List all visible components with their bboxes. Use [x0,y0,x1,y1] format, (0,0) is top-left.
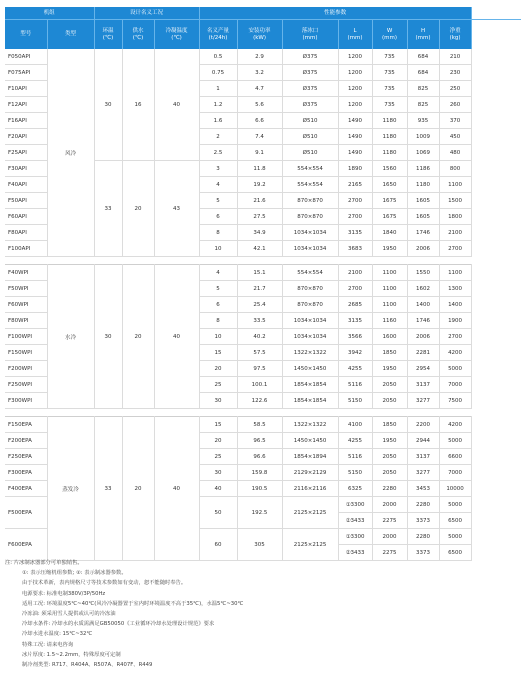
cell-net-weight: 230 [439,65,471,81]
cell-ambient: 30 [94,265,122,409]
cell-ice-outlet: 2125×2125 [282,529,338,561]
cell-length: 3135 [338,313,372,329]
note-line: 冰片厚度: 1.5~2.2mm，特殊厚度可定制 [22,651,121,658]
cell-capacity: 3 [199,161,237,177]
cell-water-supply: 20 [122,161,154,257]
cell-width: 1850 [372,417,407,433]
cell-capacity: 4 [199,265,237,281]
cell-net-weight: 2100 [439,225,471,241]
cell-net-weight: 4200 [439,345,471,361]
cell-power: 33.5 [237,313,282,329]
cell-model: F12API [5,97,47,113]
table-row [5,417,521,433]
cell-capacity: 0.5 [199,49,237,65]
cell-capacity: 6 [199,209,237,225]
cell-model: F150EPA [5,417,47,433]
cell-width: 2000 [372,497,407,513]
cell-length: 2165 [338,177,372,193]
cell-height: 684 [407,49,439,65]
cell-power: 6.6 [237,113,282,129]
cell-power: 96.6 [237,449,282,465]
cell-capacity: 25 [199,449,237,465]
cell-model: F300EPA [5,465,47,481]
cell-height: 3277 [407,393,439,409]
cell-power: 2.9 [237,49,282,65]
cell-capacity: 20 [199,433,237,449]
cell-net-weight: 480 [439,145,471,161]
cell-model: F40WPI [5,265,47,281]
cell-height: 1746 [407,225,439,241]
cell-model: F40API [5,177,47,193]
cell-height: 3453 [407,481,439,497]
cell-model: F250EPA [5,449,47,465]
cell-power: 305 [237,529,282,561]
cell-length: 2100 [338,265,372,281]
note-line: 制冷剂类型: R717、R404A、R507A、R407F、R449 [22,662,153,669]
cell-power: 42.1 [237,241,282,257]
cell-power: 57.5 [237,345,282,361]
cell-model: F16API [5,113,47,129]
cell-model: F10API [5,81,47,97]
header-width: W (mm) [372,20,407,50]
cell-ice-outlet: 870×870 [282,209,338,225]
note-line: 冷冻油: 须采用雪人提供或认可的冷冻油 [22,611,116,618]
cell-type: 水冷 [47,265,94,409]
cell-capacity: 4 [199,177,237,193]
cell-power: 58.5 [237,417,282,433]
note-line: 冷却水进水温度: 15℃~32℃ [22,631,93,638]
cell-net-weight: 800 [439,161,471,177]
cell-capacity: 5 [199,281,237,297]
cell-model: F250WPI [5,377,47,393]
cell-net-weight: 5000 [439,361,471,377]
note-line: 冷却水条件: 冷却水的水质需满足GB50050《工业循环冷却水处理设计规范》要求 [22,621,215,628]
cell-net-weight: 5000 [439,497,471,513]
cell-length: 2685 [338,297,372,313]
cell-capacity: 10 [199,329,237,345]
cell-power: 7.4 [237,129,282,145]
cell-ice-outlet: 1034×1034 [282,313,338,329]
cell-height: 1400 [407,297,439,313]
cell-ice-outlet: 870×870 [282,281,338,297]
cell-capacity: 50 [199,497,237,529]
cell-power: 25.4 [237,297,282,313]
cell-width: 1180 [372,113,407,129]
cell-model: F075API [5,65,47,81]
cell-ambient: 33 [94,417,122,561]
cell-power: 4.7 [237,81,282,97]
cell-width: 1600 [372,329,407,345]
cell-ice-outlet: 1450×1450 [282,361,338,377]
cell-model: F150WPI [5,345,47,361]
cell-net-weight: 5000 [439,529,471,545]
cell-width: 1180 [372,145,407,161]
header-model: 型号 [5,20,47,50]
cell-power: 190.5 [237,481,282,497]
cell-power: 3.2 [237,65,282,81]
cell-model: F100WPI [5,329,47,345]
cell-model: F50WPI [5,281,47,297]
header-group-unit: 机组 [5,7,94,20]
cell-length: 1200 [338,65,372,81]
cell-model: F600EPA [5,529,47,561]
cell-length: 3942 [338,345,372,361]
cell-ice-outlet: Ø375 [282,81,338,97]
cell-type: 风冷 [47,49,94,257]
cell-height: 1605 [407,193,439,209]
cell-net-weight: 370 [439,113,471,129]
cell-ice-outlet: 1034×1034 [282,241,338,257]
cell-model: F25API [5,145,47,161]
cell-height: 3373 [407,545,439,561]
header-height: H (mm) [407,20,439,50]
cell-net-weight: 260 [439,97,471,113]
cell-length: 2700 [338,281,372,297]
spec-body [5,49,521,561]
cell-width: 735 [372,49,407,65]
header-length: L (mm) [338,20,372,50]
cell-net-weight: 10000 [439,481,471,497]
cell-net-weight: 5000 [439,433,471,449]
cell-net-weight: 250 [439,81,471,97]
cell-height: 2944 [407,433,439,449]
cell-ice-outlet: Ø375 [282,97,338,113]
cell-width: 1560 [372,161,407,177]
cell-height: 2280 [407,529,439,545]
cell-ice-outlet: 554×554 [282,161,338,177]
cell-width: 1840 [372,225,407,241]
note-line: 特殊工况: 请来电咨询 [22,641,74,648]
cell-length: 1200 [338,49,372,65]
cell-capacity: 60 [199,529,237,561]
cell-width: 1675 [372,209,407,225]
cell-capacity: 2.5 [199,145,237,161]
cell-capacity: 0.75 [199,65,237,81]
cell-length: 1490 [338,145,372,161]
cell-length: 1490 [338,129,372,145]
cell-ice-outlet: 1322×1322 [282,417,338,433]
cell-height: 2200 [407,417,439,433]
cell-ice-outlet: 1854×1894 [282,449,338,465]
cell-width: 2050 [372,449,407,465]
cell-net-weight: 7500 [439,393,471,409]
cell-power: 11.8 [237,161,282,177]
cell-length: 3683 [338,241,372,257]
cell-capacity: 10 [199,241,237,257]
cell-net-weight: 1500 [439,193,471,209]
cell-ice-outlet: Ø510 [282,145,338,161]
cell-width: 1950 [372,361,407,377]
cell-height: 2006 [407,329,439,345]
cell-width: 1100 [372,265,407,281]
cell-capacity: 8 [199,313,237,329]
cell-height: 3373 [407,513,439,529]
cell-net-weight: 1100 [439,265,471,281]
cell-width: 2050 [372,393,407,409]
cell-model: F400EPA [5,481,47,497]
header-net-weight: 净重 (kg) [439,20,471,50]
cell-width: 1100 [372,297,407,313]
cell-capacity: 1 [199,81,237,97]
cell-ice-outlet: 2125×2125 [282,497,338,529]
cell-ice-outlet: 554×554 [282,177,338,193]
cell-height: 3137 [407,449,439,465]
cell-height: 3277 [407,465,439,481]
cell-condensing: 43 [154,161,199,257]
spec-table [5,7,521,561]
cell-ice-outlet: 1034×1034 [282,329,338,345]
cell-capacity: 5 [199,193,237,209]
cell-model: F500EPA [5,497,47,529]
cell-length: 6325 [338,481,372,497]
cell-power: 96.5 [237,433,282,449]
cell-power: 15.1 [237,265,282,281]
cell-net-weight: 1300 [439,281,471,297]
cell-length: ①3300 [338,497,372,513]
cell-ice-outlet: 2129×2129 [282,465,338,481]
cell-ice-outlet: 1034×1034 [282,225,338,241]
cell-capacity: 2 [199,129,237,145]
cell-width: 2050 [372,465,407,481]
cell-length: ②3433 [338,545,372,561]
cell-power: 34.9 [237,225,282,241]
cell-net-weight: 2700 [439,329,471,345]
cell-model: F100API [5,241,47,257]
header-water-supply: 供水 (℃) [122,20,154,50]
cell-water-supply: 20 [122,417,154,561]
cell-length: 5150 [338,393,372,409]
cell-model: F300WPI [5,393,47,409]
cell-width: 2275 [372,545,407,561]
cell-power: 100.1 [237,377,282,393]
cell-capacity: 25 [199,377,237,393]
cell-length: 1200 [338,81,372,97]
note-line: 电源要求: 标准电制380V/3P/50Hz [22,590,106,597]
cell-ice-outlet: 870×870 [282,297,338,313]
cell-length: 5150 [338,465,372,481]
cell-net-weight: 6500 [439,513,471,529]
cell-net-weight: 7000 [439,377,471,393]
cell-power: 9.1 [237,145,282,161]
cell-model: F30API [5,161,47,177]
cell-ice-outlet: 1450×1450 [282,433,338,449]
cell-capacity: 20 [199,361,237,377]
note-line: 适用工况: 环境温度5℃~40℃(风冷冷凝器置于室内时环境温度不高于35℃)，水温5℃~30℃ [22,600,244,607]
cell-height: 1009 [407,129,439,145]
cell-power: 21.6 [237,193,282,209]
note-line: 由于技术革新，表内规格尺寸等技术参数如有变动，恕不能随时奉告。 [22,580,187,587]
cell-height: 684 [407,65,439,81]
cell-capacity: 15 [199,417,237,433]
cell-capacity: 1.2 [199,97,237,113]
cell-ambient: 30 [94,49,122,161]
cell-net-weight: 1400 [439,297,471,313]
cell-height: 935 [407,113,439,129]
cell-ambient: 33 [94,161,122,257]
cell-height: 2954 [407,361,439,377]
cell-height: 1069 [407,145,439,161]
cell-height: 1180 [407,177,439,193]
cell-height: 825 [407,97,439,113]
cell-length: 3566 [338,329,372,345]
cell-condensing: 40 [154,265,199,409]
cell-condensing: 40 [154,49,199,161]
table-row [5,265,521,281]
cell-height: 1186 [407,161,439,177]
cell-power: 21.7 [237,281,282,297]
cell-model: F60WPI [5,297,47,313]
cell-height: 825 [407,81,439,97]
cell-net-weight: 6600 [439,449,471,465]
cell-model: F80WPI [5,313,47,329]
cell-model: F200WPI [5,361,47,377]
cell-net-weight: 2700 [439,241,471,257]
cell-width: 735 [372,65,407,81]
cell-net-weight: 4200 [439,417,471,433]
cell-width: 2000 [372,529,407,545]
header-capacity: 名义产量 (t/24h) [199,20,237,50]
cell-capacity: 40 [199,481,237,497]
cell-net-weight: 1100 [439,177,471,193]
cell-net-weight: 450 [439,129,471,145]
cell-width: 1650 [372,177,407,193]
cell-power: 159.8 [237,465,282,481]
cell-height: 3137 [407,377,439,393]
cell-ice-outlet: 2116×2116 [282,481,338,497]
cell-width: 1180 [372,129,407,145]
cell-length: 2700 [338,193,372,209]
header-group-perf: 性能参数 [199,7,471,20]
cell-model: F20API [5,129,47,145]
cell-width: 1100 [372,281,407,297]
cell-length: 4255 [338,433,372,449]
cell-ice-outlet: 1322×1322 [282,345,338,361]
cell-height: 1550 [407,265,439,281]
cell-model: F60API [5,209,47,225]
cell-ice-outlet: 1854×1854 [282,377,338,393]
cell-length: 1490 [338,113,372,129]
cell-net-weight: 7000 [439,465,471,481]
cell-model: F200EPA [5,433,47,449]
cell-model: F050API [5,49,47,65]
cell-ice-outlet: Ø510 [282,129,338,145]
cell-length: 1200 [338,97,372,113]
cell-ice-outlet: Ø375 [282,65,338,81]
cell-height: 1746 [407,313,439,329]
cell-net-weight: 6500 [439,545,471,561]
cell-length: 3135 [338,225,372,241]
cell-power: 27.5 [237,209,282,225]
header-condensing: 冷凝温度 (℃) [154,20,199,50]
cell-water-supply: 20 [122,265,154,409]
cell-width: 2275 [372,513,407,529]
cell-capacity: 6 [199,297,237,313]
cell-width: 1160 [372,313,407,329]
cell-width: 1675 [372,193,407,209]
cell-length: 5116 [338,449,372,465]
cell-height: 2280 [407,497,439,513]
header-ambient: 环温 (℃) [94,20,122,50]
table-row [5,49,521,65]
cell-capacity: 1.6 [199,113,237,129]
cell-net-weight: 1900 [439,313,471,329]
cell-height: 1605 [407,209,439,225]
cell-length: 2700 [338,209,372,225]
cell-length: 4100 [338,417,372,433]
cell-net-weight: 1800 [439,209,471,225]
cell-condensing: 40 [154,417,199,561]
cell-ice-outlet: Ø375 [282,49,338,65]
cell-width: 1950 [372,433,407,449]
cell-capacity: 15 [199,345,237,361]
cell-width: 735 [372,81,407,97]
cell-length: 1890 [338,161,372,177]
cell-height: 2006 [407,241,439,257]
cell-width: 2280 [372,481,407,497]
cell-length: ②3433 [338,513,372,529]
cell-power: 40.2 [237,329,282,345]
cell-ice-outlet: 870×870 [282,193,338,209]
cell-capacity: 30 [199,465,237,481]
cell-capacity: 8 [199,225,237,241]
cell-ice-outlet: Ø510 [282,113,338,129]
header-power: 安装功率 (kW) [237,20,282,50]
cell-net-weight: 210 [439,49,471,65]
cell-ice-outlet: 1854×1854 [282,393,338,409]
cell-power: 97.5 [237,361,282,377]
note-line: ①: 表示压缩机组参数; ②: 表示制冰器参数。 [22,570,127,577]
cell-length: 4255 [338,361,372,377]
cell-power: 5.6 [237,97,282,113]
notes [5,558,521,670]
cell-width: 2050 [372,377,407,393]
cell-height: 1602 [407,281,439,297]
cell-type: 蒸发冷 [47,417,94,561]
header-type: 类型 [47,20,94,50]
cell-model: F80API [5,225,47,241]
cell-power: 192.5 [237,497,282,529]
cell-width: 735 [372,97,407,113]
header-ice-outlet: 落冰口 (mm) [282,20,338,50]
header-group-design: 设计名义工况 [94,7,199,20]
note-line: 注: 片冰制冰器部分可单独销售。 [5,560,83,566]
cell-capacity: 30 [199,393,237,409]
cell-height: 2281 [407,345,439,361]
cell-power: 122.6 [237,393,282,409]
cell-ice-outlet: 554×554 [282,265,338,281]
cell-width: 1950 [372,241,407,257]
cell-model: F50API [5,193,47,209]
cell-length: 5116 [338,377,372,393]
cell-length: ①3300 [338,529,372,545]
cell-width: 1850 [372,345,407,361]
cell-water-supply: 16 [122,49,154,161]
cell-power: 19.2 [237,177,282,193]
